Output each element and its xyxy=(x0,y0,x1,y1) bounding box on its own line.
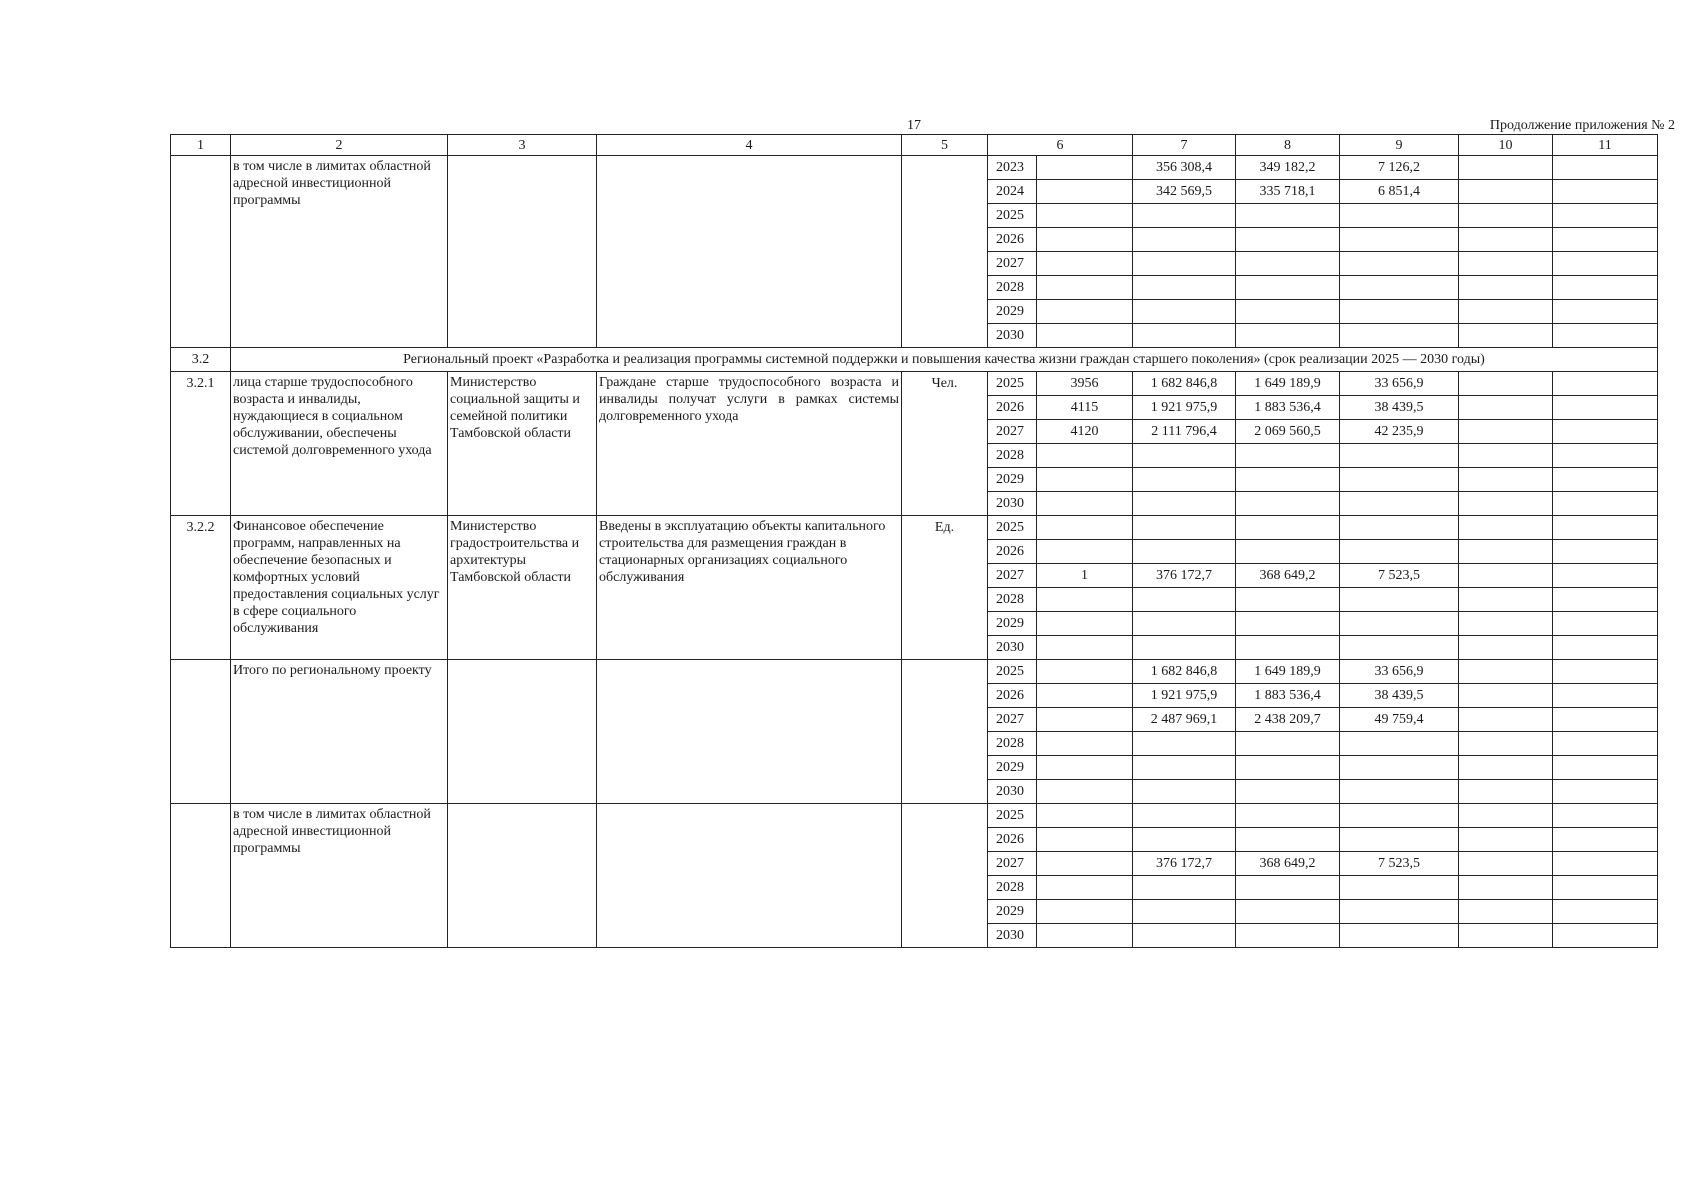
column-number-11: 11 xyxy=(1553,135,1658,156)
column-11-cell xyxy=(1553,876,1658,900)
column-10-cell xyxy=(1459,876,1553,900)
column-11-cell xyxy=(1553,588,1658,612)
column-11-cell xyxy=(1553,636,1658,660)
total-funding xyxy=(1133,732,1236,756)
column-10-cell xyxy=(1459,732,1553,756)
column-10-cell xyxy=(1459,300,1553,324)
table-row xyxy=(171,156,1658,180)
column-10-cell xyxy=(1459,660,1553,684)
total-funding xyxy=(1133,204,1236,228)
column-10-cell xyxy=(1459,636,1553,660)
column-10-cell xyxy=(1459,444,1553,468)
total-funding xyxy=(1133,492,1236,516)
indicator-value xyxy=(1037,468,1133,492)
item-name: в том числе в лимитах областной адресной инвестиционной программы xyxy=(231,804,448,948)
column-number-3: 3 xyxy=(448,135,597,156)
appendix-table xyxy=(170,134,1658,948)
item-executor xyxy=(448,156,597,348)
column-number-2: 2 xyxy=(231,135,448,156)
indicator-value xyxy=(1037,156,1133,180)
column-11-cell xyxy=(1553,420,1658,444)
federal-funding: 1 883 536,4 xyxy=(1236,684,1340,708)
total-funding: 1 682 846,8 xyxy=(1133,372,1236,396)
federal-funding: 368 649,2 xyxy=(1236,564,1340,588)
federal-funding xyxy=(1236,588,1340,612)
federal-funding xyxy=(1236,540,1340,564)
item-number: 3.2.1 xyxy=(171,372,231,516)
federal-funding xyxy=(1236,228,1340,252)
item-unit: Чел. xyxy=(902,372,988,516)
column-10-cell xyxy=(1459,156,1553,180)
column-11-cell xyxy=(1553,516,1658,540)
item-name: Финансовое обеспечение программ, направленных на обеспечение безопасных и комфортных условий предоставления социальных услуг в сфере социального обслуживания xyxy=(231,516,448,660)
total-funding xyxy=(1133,228,1236,252)
regional-funding xyxy=(1340,732,1459,756)
table-row xyxy=(171,804,1658,828)
year-cell: 2026 xyxy=(988,828,1037,852)
regional-funding: 6 851,4 xyxy=(1340,180,1459,204)
regional-funding: 7 126,2 xyxy=(1340,156,1459,180)
total-funding: 1 682 846,8 xyxy=(1133,660,1236,684)
year-cell: 2025 xyxy=(988,660,1037,684)
column-10-cell xyxy=(1459,468,1553,492)
column-number-9: 9 xyxy=(1340,135,1459,156)
federal-funding xyxy=(1236,804,1340,828)
total-funding: 2 487 969,1 xyxy=(1133,708,1236,732)
table-row xyxy=(171,372,1658,396)
page-number: 17 xyxy=(907,118,921,133)
regional-funding xyxy=(1340,804,1459,828)
column-10-cell xyxy=(1459,684,1553,708)
federal-funding xyxy=(1236,444,1340,468)
year-cell: 2025 xyxy=(988,372,1037,396)
regional-funding xyxy=(1340,516,1459,540)
federal-funding: 1 649 189,9 xyxy=(1236,372,1340,396)
regional-funding xyxy=(1340,324,1459,348)
column-number-4: 4 xyxy=(597,135,902,156)
item-unit: Ед. xyxy=(902,516,988,660)
federal-funding xyxy=(1236,468,1340,492)
regional-funding xyxy=(1340,492,1459,516)
column-number-5: 5 xyxy=(902,135,988,156)
federal-funding xyxy=(1236,876,1340,900)
indicator-value: 1 xyxy=(1037,564,1133,588)
column-10-cell xyxy=(1459,492,1553,516)
column-10-cell xyxy=(1459,180,1553,204)
indicator-value xyxy=(1037,900,1133,924)
column-10-cell xyxy=(1459,276,1553,300)
year-cell: 2027 xyxy=(988,420,1037,444)
total-funding xyxy=(1133,612,1236,636)
regional-funding: 38 439,5 xyxy=(1340,396,1459,420)
regional-funding xyxy=(1340,468,1459,492)
year-cell: 2027 xyxy=(988,252,1037,276)
item-executor xyxy=(448,804,597,948)
indicator-value xyxy=(1037,252,1133,276)
total-funding xyxy=(1133,324,1236,348)
federal-funding xyxy=(1236,276,1340,300)
federal-funding xyxy=(1236,300,1340,324)
column-11-cell xyxy=(1553,396,1658,420)
total-funding xyxy=(1133,828,1236,852)
regional-funding: 49 759,4 xyxy=(1340,708,1459,732)
indicator-value xyxy=(1037,300,1133,324)
column-11-cell xyxy=(1553,732,1658,756)
column-11-cell xyxy=(1553,708,1658,732)
column-11-cell xyxy=(1553,612,1658,636)
continuation-label: Продолжение приложения № 2 xyxy=(1489,118,1675,133)
indicator-value xyxy=(1037,852,1133,876)
total-funding xyxy=(1133,900,1236,924)
federal-funding: 368 649,2 xyxy=(1236,852,1340,876)
year-cell: 2025 xyxy=(988,804,1037,828)
total-funding xyxy=(1133,924,1236,948)
total-funding xyxy=(1133,780,1236,804)
regional-funding xyxy=(1340,924,1459,948)
year-cell: 2029 xyxy=(988,300,1037,324)
total-funding xyxy=(1133,516,1236,540)
column-10-cell xyxy=(1459,396,1553,420)
column-10-cell xyxy=(1459,588,1553,612)
federal-funding xyxy=(1236,516,1340,540)
total-funding xyxy=(1133,300,1236,324)
federal-funding: 2 069 560,5 xyxy=(1236,420,1340,444)
federal-funding: 2 438 209,7 xyxy=(1236,708,1340,732)
item-result xyxy=(597,156,902,348)
column-11-cell xyxy=(1553,804,1658,828)
federal-funding xyxy=(1236,492,1340,516)
year-cell: 2024 xyxy=(988,180,1037,204)
item-number xyxy=(171,660,231,804)
federal-funding xyxy=(1236,780,1340,804)
item-result: Введены в эксплуатацию объекты капитального строительства для размещения граждан в стационарных организациях социального обслуживания xyxy=(597,516,902,660)
item-name: лица старше трудоспособного возраста и инвалиды, нуждающиеся в социальном обслуживании, обеспечены системой долговременного ухода xyxy=(231,372,448,516)
column-number-6: 6 xyxy=(988,135,1133,156)
column-10-cell xyxy=(1459,780,1553,804)
total-funding xyxy=(1133,804,1236,828)
indicator-value xyxy=(1037,324,1133,348)
year-cell: 2028 xyxy=(988,444,1037,468)
indicator-value xyxy=(1037,636,1133,660)
total-funding: 376 172,7 xyxy=(1133,564,1236,588)
federal-funding xyxy=(1236,612,1340,636)
federal-funding xyxy=(1236,924,1340,948)
item-unit xyxy=(902,156,988,348)
indicator-value xyxy=(1037,684,1133,708)
year-cell: 2026 xyxy=(988,540,1037,564)
column-11-cell xyxy=(1553,780,1658,804)
column-10-cell xyxy=(1459,924,1553,948)
column-10-cell xyxy=(1459,828,1553,852)
column-11-cell xyxy=(1553,756,1658,780)
regional-funding: 7 523,5 xyxy=(1340,852,1459,876)
indicator-value xyxy=(1037,588,1133,612)
indicator-value xyxy=(1037,732,1133,756)
federal-funding xyxy=(1236,252,1340,276)
column-number-8: 8 xyxy=(1236,135,1340,156)
item-result xyxy=(597,660,902,804)
federal-funding xyxy=(1236,900,1340,924)
regional-funding xyxy=(1340,228,1459,252)
regional-funding: 38 439,5 xyxy=(1340,684,1459,708)
total-funding: 1 921 975,9 xyxy=(1133,684,1236,708)
indicator-value xyxy=(1037,828,1133,852)
column-10-cell xyxy=(1459,612,1553,636)
column-11-cell xyxy=(1553,900,1658,924)
item-executor xyxy=(448,660,597,804)
section-number: 3.2 xyxy=(171,348,231,372)
column-11-cell xyxy=(1553,156,1658,180)
indicator-value: 4115 xyxy=(1037,396,1133,420)
total-funding xyxy=(1133,276,1236,300)
indicator-value xyxy=(1037,444,1133,468)
column-11-cell xyxy=(1553,204,1658,228)
column-number-10: 10 xyxy=(1459,135,1553,156)
indicator-value: 3956 xyxy=(1037,372,1133,396)
year-cell: 2025 xyxy=(988,204,1037,228)
indicator-value xyxy=(1037,612,1133,636)
column-10-cell xyxy=(1459,756,1553,780)
year-cell: 2030 xyxy=(988,636,1037,660)
total-funding xyxy=(1133,636,1236,660)
regional-funding xyxy=(1340,588,1459,612)
section-row xyxy=(171,348,1658,372)
year-cell: 2028 xyxy=(988,732,1037,756)
item-number xyxy=(171,156,231,348)
total-funding: 376 172,7 xyxy=(1133,852,1236,876)
column-10-cell xyxy=(1459,204,1553,228)
indicator-value xyxy=(1037,756,1133,780)
year-cell: 2030 xyxy=(988,924,1037,948)
total-funding xyxy=(1133,252,1236,276)
indicator-value xyxy=(1037,276,1133,300)
column-11-cell xyxy=(1553,828,1658,852)
total-funding xyxy=(1133,756,1236,780)
indicator-value xyxy=(1037,204,1133,228)
column-10-cell xyxy=(1459,372,1553,396)
federal-funding: 335 718,1 xyxy=(1236,180,1340,204)
year-cell: 2027 xyxy=(988,564,1037,588)
column-10-cell xyxy=(1459,708,1553,732)
table-row xyxy=(171,660,1658,684)
item-name: в том числе в лимитах областной адресной инвестиционной программы xyxy=(231,156,448,348)
table-row xyxy=(171,516,1658,540)
column-11-cell xyxy=(1553,300,1658,324)
total-funding xyxy=(1133,588,1236,612)
column-number-1: 1 xyxy=(171,135,231,156)
column-10-cell xyxy=(1459,804,1553,828)
column-10-cell xyxy=(1459,516,1553,540)
column-11-cell xyxy=(1553,324,1658,348)
total-funding xyxy=(1133,540,1236,564)
indicator-value xyxy=(1037,876,1133,900)
regional-funding: 7 523,5 xyxy=(1340,564,1459,588)
year-cell: 2029 xyxy=(988,468,1037,492)
header-row xyxy=(171,135,1658,156)
column-10-cell xyxy=(1459,852,1553,876)
indicator-value xyxy=(1037,540,1133,564)
item-unit xyxy=(902,660,988,804)
year-cell: 2025 xyxy=(988,516,1037,540)
total-funding: 342 569,5 xyxy=(1133,180,1236,204)
year-cell: 2027 xyxy=(988,852,1037,876)
column-11-cell xyxy=(1553,684,1658,708)
regional-funding xyxy=(1340,636,1459,660)
indicator-value xyxy=(1037,492,1133,516)
total-funding xyxy=(1133,468,1236,492)
year-cell: 2028 xyxy=(988,276,1037,300)
total-funding xyxy=(1133,876,1236,900)
federal-funding: 1 883 536,4 xyxy=(1236,396,1340,420)
column-11-cell xyxy=(1553,276,1658,300)
column-10-cell xyxy=(1459,564,1553,588)
column-11-cell xyxy=(1553,444,1658,468)
indicator-value xyxy=(1037,228,1133,252)
regional-funding xyxy=(1340,540,1459,564)
indicator-value xyxy=(1037,924,1133,948)
item-number xyxy=(171,804,231,948)
total-funding: 356 308,4 xyxy=(1133,156,1236,180)
column-11-cell xyxy=(1553,540,1658,564)
column-10-cell xyxy=(1459,420,1553,444)
total-funding: 2 111 796,4 xyxy=(1133,420,1236,444)
column-11-cell xyxy=(1553,924,1658,948)
indicator-value xyxy=(1037,804,1133,828)
indicator-value xyxy=(1037,780,1133,804)
federal-funding xyxy=(1236,324,1340,348)
total-funding: 1 921 975,9 xyxy=(1133,396,1236,420)
column-11-cell xyxy=(1553,372,1658,396)
year-cell: 2026 xyxy=(988,228,1037,252)
item-name: Итого по региональному проекту xyxy=(231,660,448,804)
regional-funding xyxy=(1340,828,1459,852)
item-number: 3.2.2 xyxy=(171,516,231,660)
year-cell: 2030 xyxy=(988,324,1037,348)
indicator-value xyxy=(1037,708,1133,732)
indicator-value xyxy=(1037,516,1133,540)
year-cell: 2023 xyxy=(988,156,1037,180)
item-unit xyxy=(902,804,988,948)
year-cell: 2029 xyxy=(988,756,1037,780)
item-executor: Министерство градостроительства и архитектуры Тамбовской области xyxy=(448,516,597,660)
column-11-cell xyxy=(1553,252,1658,276)
year-cell: 2026 xyxy=(988,396,1037,420)
regional-funding xyxy=(1340,276,1459,300)
column-11-cell xyxy=(1553,180,1658,204)
regional-funding xyxy=(1340,756,1459,780)
regional-funding xyxy=(1340,900,1459,924)
year-cell: 2030 xyxy=(988,492,1037,516)
column-11-cell xyxy=(1553,564,1658,588)
regional-funding xyxy=(1340,300,1459,324)
regional-funding xyxy=(1340,444,1459,468)
indicator-value: 4120 xyxy=(1037,420,1133,444)
regional-funding: 33 656,9 xyxy=(1340,372,1459,396)
federal-funding xyxy=(1236,636,1340,660)
regional-funding xyxy=(1340,204,1459,228)
column-11-cell xyxy=(1553,492,1658,516)
regional-funding xyxy=(1340,612,1459,636)
year-cell: 2029 xyxy=(988,900,1037,924)
item-result: Граждане старше трудоспособного возраста и инвалиды получат услуги в рамках системы долговременного ухода xyxy=(597,372,902,516)
section-title: Региональный проект «Разработка и реализация программы системной поддержки и повышения качества жизни граждан старшего поколения» (срок реализации 2025 — 2030 годы) xyxy=(231,348,1658,372)
federal-funding xyxy=(1236,828,1340,852)
year-cell: 2026 xyxy=(988,684,1037,708)
column-10-cell xyxy=(1459,900,1553,924)
column-11-cell xyxy=(1553,660,1658,684)
year-cell: 2027 xyxy=(988,708,1037,732)
regional-funding: 33 656,9 xyxy=(1340,660,1459,684)
column-11-cell xyxy=(1553,228,1658,252)
federal-funding xyxy=(1236,732,1340,756)
column-10-cell xyxy=(1459,324,1553,348)
federal-funding xyxy=(1236,204,1340,228)
column-11-cell xyxy=(1553,468,1658,492)
year-cell: 2029 xyxy=(988,612,1037,636)
federal-funding xyxy=(1236,756,1340,780)
federal-funding: 349 182,2 xyxy=(1236,156,1340,180)
column-10-cell xyxy=(1459,540,1553,564)
item-executor: Министерство социальной защиты и семейной политики Тамбовской области xyxy=(448,372,597,516)
regional-funding xyxy=(1340,780,1459,804)
regional-funding xyxy=(1340,876,1459,900)
regional-funding xyxy=(1340,252,1459,276)
indicator-value xyxy=(1037,660,1133,684)
column-number-7: 7 xyxy=(1133,135,1236,156)
indicator-value xyxy=(1037,180,1133,204)
item-result xyxy=(597,804,902,948)
column-11-cell xyxy=(1553,852,1658,876)
column-10-cell xyxy=(1459,228,1553,252)
year-cell: 2028 xyxy=(988,588,1037,612)
federal-funding: 1 649 189,9 xyxy=(1236,660,1340,684)
year-cell: 2030 xyxy=(988,780,1037,804)
total-funding xyxy=(1133,444,1236,468)
year-cell: 2028 xyxy=(988,876,1037,900)
regional-funding: 42 235,9 xyxy=(1340,420,1459,444)
column-10-cell xyxy=(1459,252,1553,276)
